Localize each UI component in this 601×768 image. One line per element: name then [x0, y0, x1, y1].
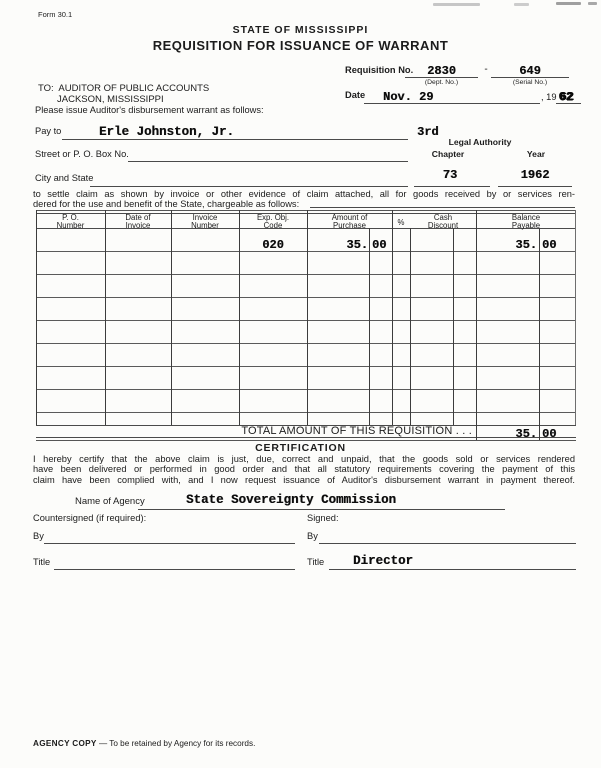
state-heading: STATE OF MISSISSIPPI	[232, 24, 369, 36]
settle-clause-line2: dered for the use and benefit of the State, chargeable as follows:	[33, 199, 300, 209]
city-state-label: City and State	[35, 173, 94, 183]
agency-copy-text: — To be retained by Agency for its records.	[96, 739, 256, 748]
settle-clause-line1: to settle claim as shown by invoice or other evidence of claim attached, all for goods received by or services ren-	[33, 189, 575, 199]
col-header-line2: Purchase	[333, 221, 366, 230]
addressee-line2: JACKSON, MISSISSIPPI	[57, 93, 164, 105]
agency-value: State Sovereignty Commission	[186, 493, 397, 507]
col-header-line1: Balance	[511, 213, 541, 222]
balance-cents-divider	[539, 228, 540, 440]
certification-line3: claim have been complied with, and I now request issuance of Auditor's disbursement warrant in payment thereof.	[33, 474, 575, 485]
table-row-rule	[36, 412, 576, 413]
col-header-line1: Exp. Obj.	[256, 213, 290, 222]
serial-no-caption: (Serial No.)	[512, 79, 548, 86]
agency-rule	[138, 509, 505, 510]
row1-amount-dollars: 35.	[346, 238, 368, 252]
col-header-po-number	[36, 214, 105, 230]
table-row-rule	[36, 320, 576, 321]
col-divider	[171, 210, 172, 425]
col-divider	[105, 210, 106, 425]
addressee-line1: TO: AUDITOR OF PUBLIC ACCOUNTS	[38, 83, 210, 94]
amount-cents-divider	[369, 228, 370, 425]
col-header-line1: P. O.	[62, 213, 79, 222]
scan-artifact	[556, 2, 581, 5]
col-header-line1: %	[397, 218, 405, 227]
by-rule-left	[44, 543, 295, 544]
chapter-value: 73	[442, 168, 458, 182]
signed-label: Signed:	[307, 513, 339, 523]
pay-to-value: Erle Johnston, Jr.	[99, 125, 235, 139]
by-label-left: By	[33, 531, 44, 541]
legal-authority-typed-note: 3rd	[417, 125, 439, 139]
agency-copy-label: AGENCY COPY	[33, 739, 97, 748]
table-border-right	[575, 210, 576, 425]
street-rule	[128, 161, 408, 162]
form-title: REQUISITION FOR ISSUANCE OF WARRANT	[152, 38, 449, 53]
pay-to-label: Pay to	[35, 126, 62, 136]
requisition-no-separator: -	[484, 64, 488, 75]
date-year-prefix: , 19	[541, 92, 557, 102]
pay-to-rule	[62, 139, 408, 140]
table-row-rule	[36, 274, 576, 275]
table-row-rule	[36, 366, 576, 367]
date-value: Nov. 29	[383, 90, 434, 104]
dept-no-value: 2830	[427, 64, 456, 78]
col-header-amount-of-purchase	[307, 214, 392, 230]
row1-balance-cents: 00	[542, 238, 557, 252]
date-label: Date	[345, 90, 366, 100]
table-row-rule	[36, 343, 576, 344]
total-label: TOTAL AMOUNT OF THIS REQUISITION . . .	[241, 425, 472, 437]
col-header-exp-obj-code	[239, 214, 307, 230]
col-header-line1: Cash	[433, 213, 453, 222]
chapter-label: Chapter	[431, 149, 465, 159]
table-row-rule	[36, 389, 576, 390]
chapter-rule	[414, 186, 490, 187]
settle-clause-trailing-rule	[310, 207, 575, 208]
col-header-line1: Date of	[125, 213, 151, 222]
date-year-value: 62	[559, 90, 574, 104]
col-header-date-of-invoice	[105, 214, 171, 230]
col-header-cash-discount	[410, 214, 476, 230]
by-label-right: By	[307, 531, 318, 541]
col-header-line2: Code	[263, 221, 283, 230]
by-rule-right	[319, 543, 576, 544]
form-number: Form 30.1	[38, 10, 73, 19]
row1-amount-cents: 00	[372, 238, 387, 252]
discount-sub-divider	[410, 228, 411, 425]
title-label-left: Title	[33, 557, 51, 567]
row1-exp-obj-code: 020	[262, 238, 284, 252]
col-header-invoice-number	[171, 214, 239, 230]
legal-authority-heading: Legal Authority	[448, 137, 512, 147]
agency-label: Name of Agency	[75, 496, 145, 507]
scan-artifact	[514, 3, 529, 6]
requisition-no-label: Requisition No.	[345, 65, 414, 75]
title-label-right: Title	[307, 557, 325, 567]
col-header-line1: Amount of	[331, 213, 368, 222]
scan-artifact	[433, 3, 480, 6]
title-rule-right	[329, 569, 576, 570]
street-label: Street or P. O. Box No.	[35, 149, 129, 159]
certification-heading: CERTIFICATION	[255, 442, 346, 454]
discount-cents-divider	[453, 228, 454, 425]
col-header-line2: Payable	[511, 221, 541, 230]
scan-artifact	[588, 2, 597, 5]
col-header-percent	[392, 214, 410, 227]
requisition-table	[36, 210, 576, 440]
year-label: Year	[526, 149, 546, 159]
certification-line2: have been delivered or performed in good order and that all statutory requirements covering the payment of this	[33, 464, 575, 475]
col-header-line2: Number	[56, 221, 85, 230]
total-dollars: 35.	[515, 427, 537, 441]
col-header-line1: Invoice	[192, 213, 218, 222]
certification-line1: I hereby certify that the above claim is just, due, correct and unpaid, that the goods sold or services rendered	[33, 454, 575, 464]
countersigned-label: Countersigned (if required):	[33, 513, 147, 523]
title-rule-left	[54, 569, 295, 570]
table-border-left	[36, 210, 37, 425]
col-header-balance-payable	[476, 214, 576, 230]
year-rule	[498, 186, 572, 187]
col-divider	[392, 210, 393, 425]
city-state-rule	[90, 186, 408, 187]
col-header-line2: Discount	[427, 221, 459, 230]
year-value: 1962	[520, 168, 550, 182]
row1-balance-dollars: 35.	[515, 238, 537, 252]
table-row-rule	[36, 297, 576, 298]
dept-no-caption: (Dept. No.)	[424, 79, 459, 86]
title-value: Director	[353, 554, 414, 568]
serial-no-value: 649	[519, 64, 541, 78]
table-top-rule	[36, 210, 576, 211]
instruction-text: Please issue Auditor's disbursement warrant as follows:	[35, 105, 264, 115]
col-header-line2: Number	[191, 221, 219, 230]
col-header-line2: Invoice	[125, 221, 151, 230]
total-cents: 00	[542, 427, 557, 441]
agency-copy-note	[33, 739, 255, 748]
